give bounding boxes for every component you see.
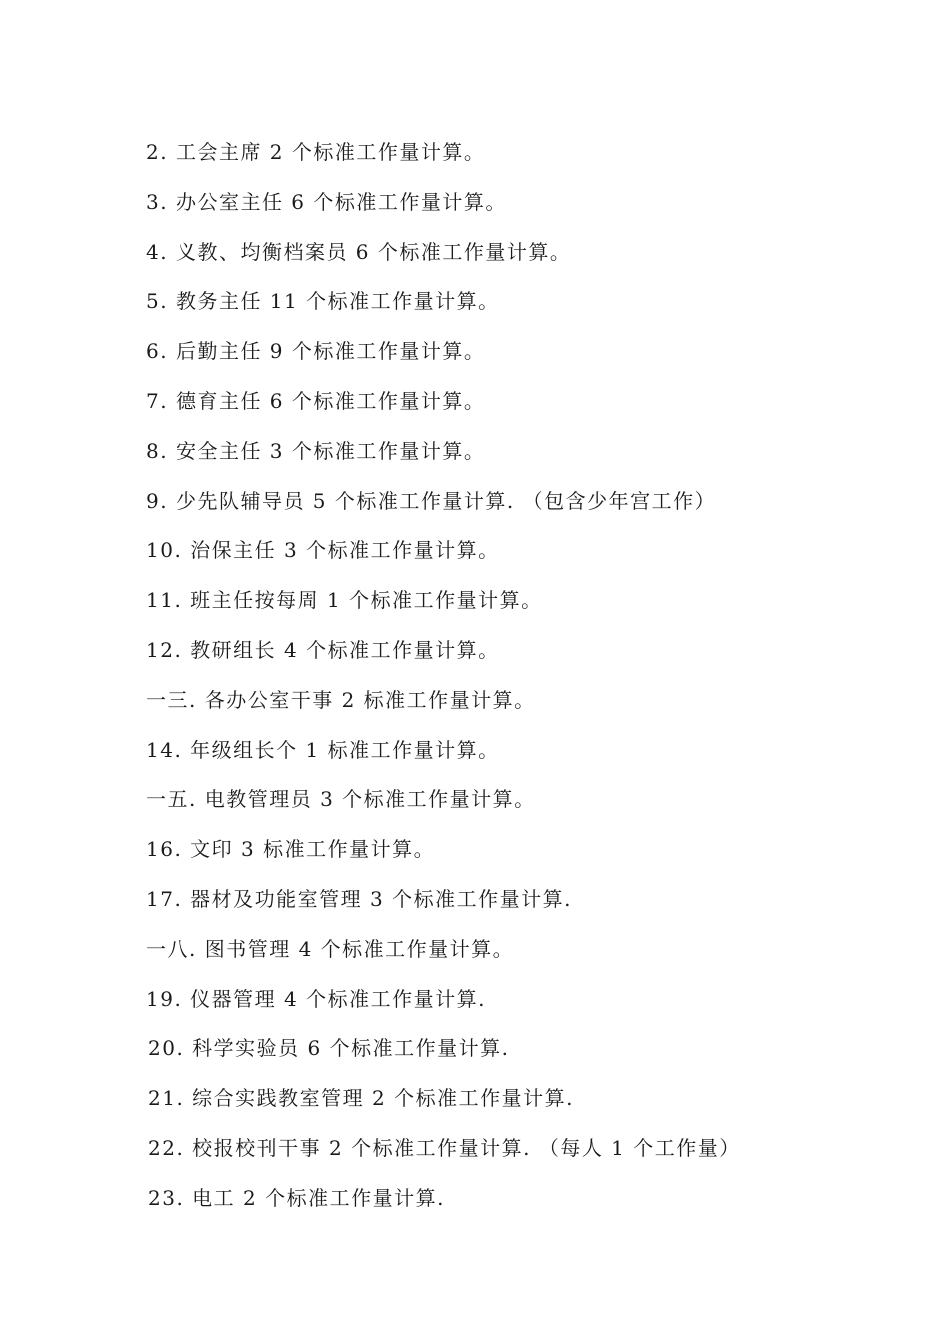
list-item: 2. 工会主席 2 个标准工作量计算。 (146, 140, 486, 164)
list-item: 11. 班主任按每周 1 个标准工作量计算。 (146, 588, 543, 613)
list-item: 一三. 各办公室干事 2 标准工作量计算。 (146, 687, 536, 712)
list-item: 22. 校报校刊干事 2 个标准工作量计算. （每人 1 个工作量） (148, 1135, 741, 1160)
list-item: 4. 义教、均衡档案员 6 个标准工作量计算。 (146, 239, 572, 264)
list-item: 7. 德育主任 6 个标准工作量计算。 (146, 388, 486, 413)
list-item: 12. 教研组长 4 个标准工作量计算。 (146, 637, 500, 662)
list-item: 17. 器材及功能室管理 3 个标准工作量计算. (146, 886, 572, 911)
list-item: 10. 治保主任 3 个标准工作量计算。 (146, 538, 500, 563)
list-item: 20. 科学实验员 6 个标准工作量计算. (148, 1036, 510, 1061)
list-item: 8. 安全主任 3 个标准工作量计算。 (146, 438, 486, 463)
document-body (146, 136, 846, 1232)
list-item: 21. 综合实践教室管理 2 个标准工作量计算. (148, 1086, 574, 1111)
list-item: 3. 办公室主任 6 个标准工作量计算。 (146, 189, 507, 214)
list-item: 23. 电工 2 个标准工作量计算. (148, 1185, 445, 1210)
list-item: 6. 后勤主任 9 个标准工作量计算。 (146, 339, 486, 364)
list-item: 19. 仪器管理 4 个标准工作量计算. (146, 986, 486, 1011)
list-item: 5. 教务主任 11 个标准工作量计算。 (146, 289, 500, 314)
list-item: 14. 年级组长个 1 标准工作量计算。 (146, 737, 500, 762)
list-item: 一八. 图书管理 4 个标准工作量计算。 (146, 936, 515, 961)
list-item: 9. 少先队辅导员 5 个标准工作量计算. （包含少年宫工作） (146, 488, 717, 513)
list-item: 一五. 电教管理员 3 个标准工作量计算。 (146, 787, 536, 812)
list-item: 16. 文印 3 标准工作量计算。 (146, 837, 436, 862)
